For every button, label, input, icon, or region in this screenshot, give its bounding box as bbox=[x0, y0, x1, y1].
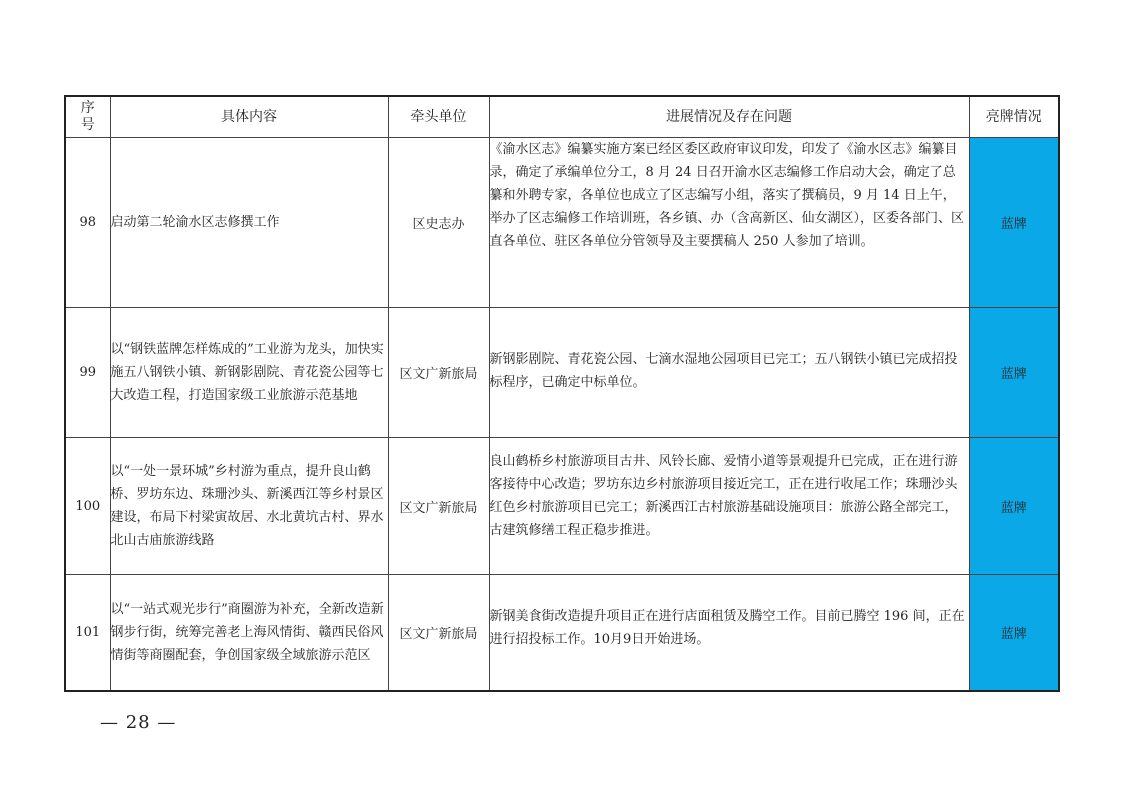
row-progress: 新钢美食街改造提升项目正在进行店面租赁及腾空工作。目前已腾空 196 间，正在进行招投标工作。10月9日开始进场。 bbox=[489, 575, 969, 691]
row-num: 100 bbox=[65, 438, 110, 575]
status-badge: 蓝牌 bbox=[969, 438, 1059, 575]
table-header-row bbox=[65, 96, 1059, 138]
status-badge: 蓝牌 bbox=[969, 138, 1059, 308]
status-badge: 蓝牌 bbox=[969, 575, 1059, 691]
row-unit: 区文广新旅局 bbox=[388, 308, 489, 438]
row-unit: 区史志办 bbox=[388, 138, 489, 308]
header-unit: 牵头单位 bbox=[388, 96, 489, 138]
row-unit: 区文广新旅局 bbox=[388, 438, 489, 575]
row-num: 101 bbox=[65, 575, 110, 691]
progress-table bbox=[64, 95, 1060, 692]
table-row bbox=[65, 575, 1059, 691]
table-row bbox=[65, 308, 1059, 438]
header-status: 亮牌情况 bbox=[969, 96, 1059, 138]
row-progress: 良山鹤桥乡村旅游项目古井、风铃长廊、爱情小道等景观提升已完成，正在进行游客接待中心改造；罗坊东边乡村旅游项目接近完工，正在进行收尾工作；珠珊沙头红色乡村旅游项目已完工；新溪西江古村旅游基础设施项目：旅游公路全部完工，古建筑修缮工程正稳步推进。 bbox=[489, 438, 969, 575]
header-content: 具体内容 bbox=[110, 96, 388, 138]
row-unit: 区文广新旅局 bbox=[388, 575, 489, 691]
header-num: 序号 bbox=[65, 96, 110, 138]
row-content: 启动第二轮渝水区志修撰工作 bbox=[110, 138, 388, 308]
row-progress: 新钢影剧院、青花瓷公园、七滴水湿地公园项目已完工；五八钢铁小镇已完成招投标程序，已确定中标单位。 bbox=[489, 308, 969, 438]
page-number: — 28 — bbox=[100, 712, 177, 733]
row-content: 以“一站式观光步行”商圈游为补充，全新改造新钢步行街，统筹完善老上海风情街、赣西民俗风情街等商圈配套，争创国家级全域旅游示范区 bbox=[110, 575, 388, 691]
header-progress: 进展情况及存在问题 bbox=[489, 96, 969, 138]
row-progress: 《渝水区志》编纂实施方案已经区委区政府审议印发，印发了《渝水区志》编纂目录，确定了承编单位分工，8 月 24 日召开渝水区志编修工作启动大会，确定了总纂和外聘专家，各单位也成立了区志编写小组，落实了撰稿员，9 月 14 日上午，举办了区志编修工作培训班，各乡镇、办（含高新区、仙女湖区），区委各部门、区直各单位、驻区各单位分管领导及主要撰稿人 250 人参加了培训。 bbox=[489, 138, 969, 308]
table-row bbox=[65, 138, 1059, 308]
table-row bbox=[65, 438, 1059, 575]
row-num: 98 bbox=[65, 138, 110, 308]
row-content: 以“一处一景环城”乡村游为重点，提升良山鹤桥、罗坊东边、珠珊沙头、新溪西江等乡村景区建设，布局下村梁寅故居、水北黄坑古村、界水北山古庙旅游线路 bbox=[110, 438, 388, 575]
status-badge: 蓝牌 bbox=[969, 308, 1059, 438]
row-content: 以“钢铁蓝牌怎样炼成的”工业游为龙头，加快实施五八钢铁小镇、新钢影剧院、青花瓷公园等七大改造工程，打造国家级工业旅游示范基地 bbox=[110, 308, 388, 438]
row-num: 99 bbox=[65, 308, 110, 438]
